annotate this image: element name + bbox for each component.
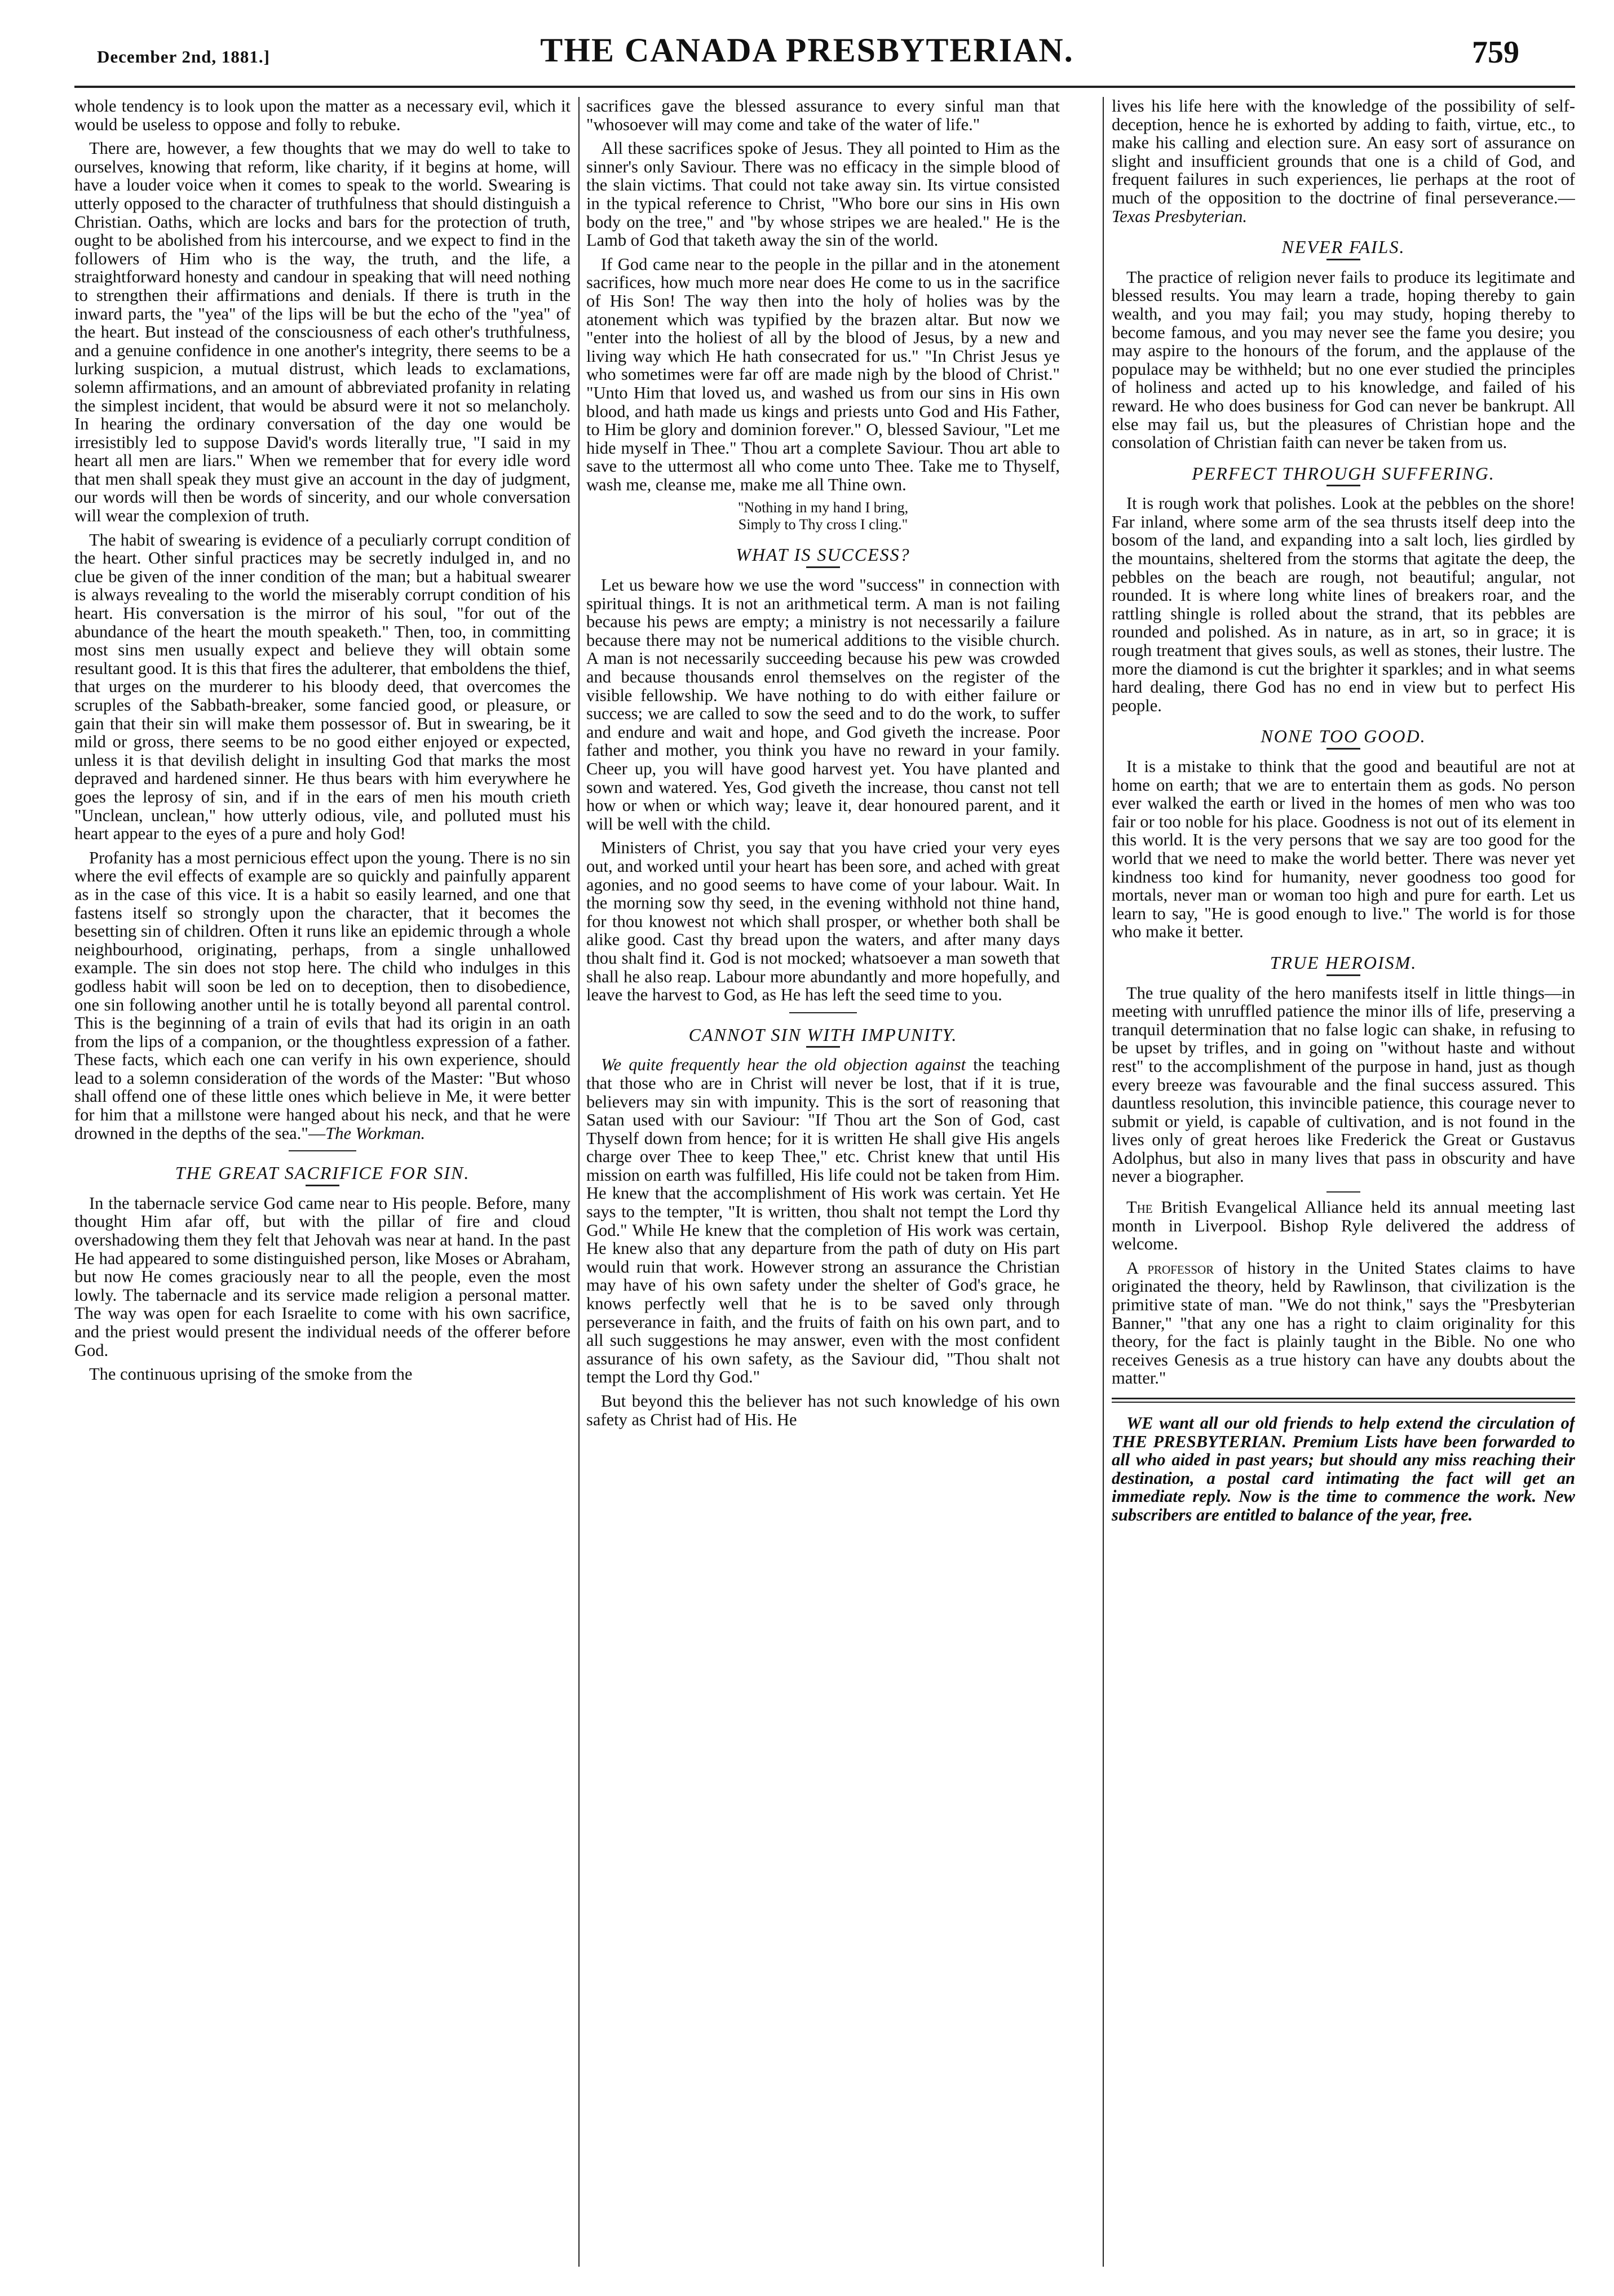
col2-paragraph-2: All these sacrifices spoke of Jesus. They all pointed to Him as the sinner's only Saviour. There was no efficacy in the simple blood of the slain victims. That could not take away sin. Its virtue consisted in the typical reference to Christ, "Who bore our sins in His own body on the tree," and "by whose stripes we are healed." He is the Lamb of God that taketh away the sin of the world. (586, 139, 1060, 250)
col2-paragraph-7: But beyond this the believer has not such knowledge of his own safety as Christ had of His. He (586, 1391, 1060, 1429)
heading-none-too-good: NONE TOO GOOD. (1261, 726, 1426, 747)
column-1 (74, 97, 571, 2267)
col1-paragraph-4-source: The Workman. (325, 1123, 426, 1143)
col2-paragraph-6-lead: We quite frequently hear the old objection against (601, 1055, 966, 1075)
col1-paragraph-6: The continuous uprising of the smoke from the (89, 1364, 413, 1384)
col2-paragraph-6 (586, 1056, 1060, 1386)
col3-paragraph-1-text: lives his life here with the knowledge of the possibility of self-deception, hence he is exhorted by adding to faith, virtue, etc., to make his calling and election sure. An easy sort of assurance on slight and insufficient grounds that one is a child of God, and frequent failures in such experiences, lie perhaps at the root of much of the opposition to the doctrine of final perseverance.— (1112, 97, 1575, 207)
section-rule (289, 1150, 356, 1151)
col2-paragraph-1: sacrifices gave the blessed assurance to every sinful man that "whosoever will may come and take of the water of life." (586, 97, 1060, 134)
col1-paragraph-4-text: Profanity has a most pernicious effect upon the young. There is no sin where the evil effects of example are so quickly and painfully apparent as in the case of this vice. It is a habit so easily learned, and one that fastens itself so strongly upon the character, that it becomes the besetting sin of children. Often it runs like an epidemic through a whole neighbourhood, originating, perhaps, from a single unhallowed example. The sin does not stop here. The child who indulges in this godless habit will soon be led on to deception, then to disobedience, one sin following another until he is totally beyond all parental control. This is the beginning of a train of evils that had its origin in an oath from the lips of a companion, or the thoughtless expression of a father. These facts, which each one can verify in his own experience, should lead to a solemn consideration of the words of the Master: "But whoso shall offend one of these little ones which believe in Me, it were better for him that a millstone were hanged about his neck, and that he were drowned in the depths of the sea."— (74, 848, 571, 1143)
notice-rule-top-thin (1112, 1402, 1575, 1403)
col3-paragraph-7-lead: A professor (1126, 1258, 1214, 1278)
col3-paragraph-1-source: Texas Presbyterian. (1112, 206, 1248, 226)
heading-great-sacrifice: THE GREAT SACRIFICE FOR SIN. (175, 1163, 470, 1184)
hymn-verse-line-2: Simply to Thy cross I cling." (738, 516, 908, 533)
notice-rule-top (1112, 1398, 1575, 1399)
heading-rule (1326, 259, 1360, 260)
col3-paragraph-5: The true quality of the hero manifests itself in little things—in meeting with unruffled patience the minor ills of life, preserving a tranquil determination that no false logic can shake, in refusing to be upset by trifles, and in going on "without haste and without rest" to the accomplishment of the purpose in hand, just as though every breeze was favourable and the final success assured. This dauntless resolution, this invincible patience, this courage never to submit or yield, is capable of cultivation, and is not found in the lives only of great heroes like Frederick the Great or Gustavus Adolphus, but also in many lives that pass in obscurity and have never a biographer. (1112, 983, 1575, 1186)
heading-rule (1326, 974, 1360, 976)
section-rule (1326, 1191, 1360, 1193)
hymn-verse (586, 499, 1060, 533)
heading-rule (806, 1046, 840, 1048)
section-rule (789, 1012, 857, 1013)
col3-paragraph-3: It is rough work that polishes. Look at the pebbles on the shore! Far inland, where some arm of the sea thrusts itself deep into the bosom of the land, and expanding into a salt loch, lies girdled by the mountains, sheltered from the storms that agitate the deep, the pebbles on the beach are rough, not beautiful; angular, not rounded. It is where long white lines of breakers roar, and the rattling shingle is rolled about the strand, that its pebbles are rounded and polished. As in nature, as in art, so in grace; it is rough treatment that gives souls, as well as stones, their lustre. The more the diamond is cut the brighter it sparkles; and in what seems hard dealing, there God has no end in view but to perfect His people. (1112, 494, 1575, 715)
hymn-verse-line-1: "Nothing in my hand I bring, (737, 499, 909, 516)
col1-paragraph-5: In the tabernacle service God came near to His people. Before, many thought Him afar off, but with the pillar of fire and cloud overshadowing them they felt that Jehovah was near at hand. In the past He had appeared to some distinguished person, like Moses or Abraham, but now He comes graciously near to all the people, even the most lowly. The tabernacle and its service made religion a personal matter. The way was open for each Israelite to come with his own sacrifice, and the priest would present the individual needs of the offerer before God. (74, 1193, 571, 1360)
col3-paragraph-7-text: of history in the United States claims to have originated the theory, held by Rawlinson, that civilization is the primitive state of man. "We do not think," says the "Presbyterian Banner," "that any one has a right to claim originality for this theory, for the fact is plainly taught in the Bible. No one who receives Genesis as a true history can have any doubts about the matter." (1112, 1258, 1575, 1388)
masthead-title: THE CANADA PRESBYTERIAN. (540, 32, 1074, 69)
heading-rule (1326, 748, 1360, 750)
col3-paragraph-6-lead: The (1126, 1198, 1153, 1217)
header-rule (74, 86, 1575, 88)
heading-true-heroism: TRUE HEROISM. (1270, 952, 1417, 973)
col2-paragraph-5: Ministers of Christ, you say that you have cried your very eyes out, and worked until your heart has been sore, and ached with great agonies, and no good seems to have come of your labour. Wait. In the morning sow thy seed, in the evening withhold not thine hand, for thou knowest not which shall prosper, or whether both shall be alike good. Cast thy bread upon the waters, and after many days thou shalt find it. God is not mocked; whatsoever a man soweth that shall he also reap. Labour more abundantly and more hopefully, and leave the harvest to God, as He has left the seed time to you. (586, 838, 1060, 1005)
col3-paragraph-6-text: British Evangelical Alliance held its annual meeting last month in Liverpool. Bishop Ryle delivered the address of welcome. (1112, 1198, 1575, 1254)
heading-perfect-through-suffering: PERFECT THROUGH SUFFERING. (1192, 463, 1495, 484)
col1-paragraph-3: The habit of swearing is evidence of a peculiarly corrupt condition of the heart. Other sinful practices may be secretly indulged in, and no clue be given of the inner condition of the man; but a habitual swearer is always revealing to the world the miserably corrupt condition of his heart. His conversation is the mirror of his soul, "for out of the abundance of the heart the mouth speaketh." Then, too, in committing most sins men usually expect and believe they will obtain some resultant good. It is this that fires the adulterer, that emboldens the thief, that urges on the murderer to his bloody deed, that overcomes the scruples of the Sabbath-breaker, some fancied good, or pleasure, or gain that their sin will make them possessor of. But in swearing, be it mild or gross, there seems to be no good either enjoyed or expected, unless it is that devilish delight in insulting God that marks the most depraved and hardened sinner. He thus bears with him everywhere he goes the leprosy of sin, and if in the ears of men his mouth crieth "Unclean, unclean," how utterly odious, vile, and polluted must his heart appear to the eyes of a pure and holy God! (74, 530, 571, 844)
page-header (0, 31, 1614, 82)
col1-paragraph-4 (74, 849, 571, 1143)
col3-paragraph-1 (1112, 97, 1575, 225)
heading-rule (806, 566, 840, 568)
heading-rule (306, 1185, 339, 1186)
heading-rule (1326, 485, 1360, 486)
col3-paragraph-2: The practice of religion never fails to produce its legitimate and blessed results. You may learn a trade, hoping thereby to gain wealth, and you may fail; you may study, hoping thereby to become famous, and you may never see the fame you desire; you may aspire to the honours of the forum, and the applause of the populace may be withheld; but no one ever studied the principles of holiness and acted up to his knowledge, and failed of his reward. He who does business for God can never be bankrupt. All else may fail us, but the pleasures of Christian hope and the consolation of Christian faith can never be taken from us. (1112, 267, 1575, 453)
col2-paragraph-3: If God came near to the people in the pillar and in the atonement sacrifices, how much more near does He come to us in the sacrifice of His Son! The way then into the holy of holies was by the atonement which was typified by the brazen altar. But now we "enter into the holiest of all by the blood of Jesus, by a new and living way which He hath consecrated for us." "In Christ Jesus ye who sometimes were far off are made nigh by the blood of Christ." "Unto Him that loved us, and washed us from our sins in His own blood, and hath made us kings and priests unto God and His Father, to Him be glory and dominion forever." O, blessed Saviour, "Let me hide myself in Thee." Thou art a complete Saviour. Thou art able to save to the uttermost all who come unto Thee. Take me to Thyself, wash me, cleanse me, make me all Thine own. (586, 254, 1060, 494)
heading-never-fails: NEVER FAILS. (1281, 237, 1405, 258)
page-number: 759 (1472, 35, 1519, 70)
column-2 (586, 97, 1060, 2267)
col2-paragraph-4: Let us beware how we use the word "success" in connection with spiritual things. It is not an arithmetical term. A man is not failing because his pews are empty; a ministry is not necessarily a failure because there may not be numerical additions to the visible church. A man is not necessarily succeeding because his pew was crowded and because thousands enrol themselves on the register of the visible fellowship. We have nothing to do with either failure or success; we are called to sow the seed and to do the work, to suffer and endure and wait and hope, and God giveth the increase. Poor father and mother, you think you have no reward in your family. Cheer up, you will have good harvest yet. You have planted and sown and watered. Yes, God giveth the increase, thou canst not tell how or when or which way; leave it, dear honoured parent, and it will be well with the child. (586, 575, 1060, 834)
col3-paragraph-4: It is a mistake to think that the good and beautiful are not at home on earth; that we are to entertain them as gods. No person ever walked the earth or lived in the homes of men who was too fair or too noble for his place. Goodness is not out of its element in this world. It is the very persons that we say are too good for the world that we need to make the world better. There was never yet kindness too kind for humanity, never goodness too good for mortals, never man or woman too high and pure for earth. Let us learn to say, "He is good enough to live." The world is for those who make it better. (1112, 757, 1575, 942)
col1-paragraph-2: There are, however, a few thoughts that we may do well to take to ourselves, knowing that reform, like charity, if it begins at home, will have a louder voice when it comes to speak to the world. Swearing is utterly opposed to the character of truthfulness that should distinguish a Christian. Oaths, which are locks and bars for the protection of truth, ought to be abolished from his intercourse, and we expect to find in the followers of Him who is the way, the truth, and the life, a straightforward honesty and candour in speaking that will need nothing to strengthen their affirmations and denials. If there is truth in the inward parts, the "yea" of the lips will be but the echo of the "yea" of the heart. But instead of the consciousness of each other's truthfulness, and a genuine confidence in one another's integrity, there seems to be a lurking suspicion, a mutual distrust, which leads to exclamations, solemn affirmations, and an amount of abbreviated profanity in relating the simplest incident, that would be absurd were it not so melancholy. In hearing the ordinary conversation of the day one would be irresistibly led to suppose David's words literally true, "I said in my heart all men are liars." When we remember that for every idle word that men shall speak they must give an account in the day of judgment, our words will then be words of sincerity, and our whole conversation will wear the complexion of truth. (74, 139, 571, 526)
column-3 (1112, 97, 1575, 2267)
column-divider-left (578, 97, 580, 2267)
col3-paragraph-7 (1112, 1259, 1575, 1388)
issue-date: December 2nd, 1881.] (97, 47, 270, 67)
heading-cannot-sin: CANNOT SIN WITH IMPUNITY. (688, 1024, 958, 1045)
heading-what-is-success: WHAT IS SUCCESS? (736, 544, 910, 565)
col1-paragraph-1: whole tendency is to look upon the matter as a necessary evil, which it would be useless to oppose and folly to rebuke. (74, 97, 571, 134)
subscription-notice: WE want all our old friends to help extend the circulation of THE PRESBYTERIAN. Premium Lists have been forwarded to all who aided in past years; but should any miss reaching their destination, a postal card intimating the fact will get an immediate reply. Now is the time to commence the work. New subscribers are entitled to balance of the year, free. (1112, 1413, 1575, 1524)
col2-paragraph-6-text: the teaching that those who are in Christ will never be lost, that if it is true, believers may sin with impunity. This is the sort of reasoning that Satan used with our Saviour: "If Thou art the Son of God, cast Thyself down from hence; for it is written He shall give His angels charge over Thee to keep Thee," etc. Christ knew that until His mission on earth was fulfilled, His life could not be taken from Him. He knew that the accomplishment of His work was certain. Yet He says to the tempter, "It is written, thou shalt not tempt the Lord thy God." While He knew that the completion of His work was certain, He knew also that any departure from the path of duty on His part would ruin that work. However strong an assurance the Christian may have of his own safety under the shelter of God's grace, he knows perfectly well that he is to be saved only through perseverance in faith, and the fruits of faith on his own part, and to all such suggestions he may answer, even with the most confident assurance of his own safety, as the Saviour did, "Thou shalt not tempt the Lord thy God." (586, 1055, 1060, 1387)
column-divider-right (1103, 97, 1104, 2267)
col3-paragraph-6 (1112, 1198, 1575, 1253)
